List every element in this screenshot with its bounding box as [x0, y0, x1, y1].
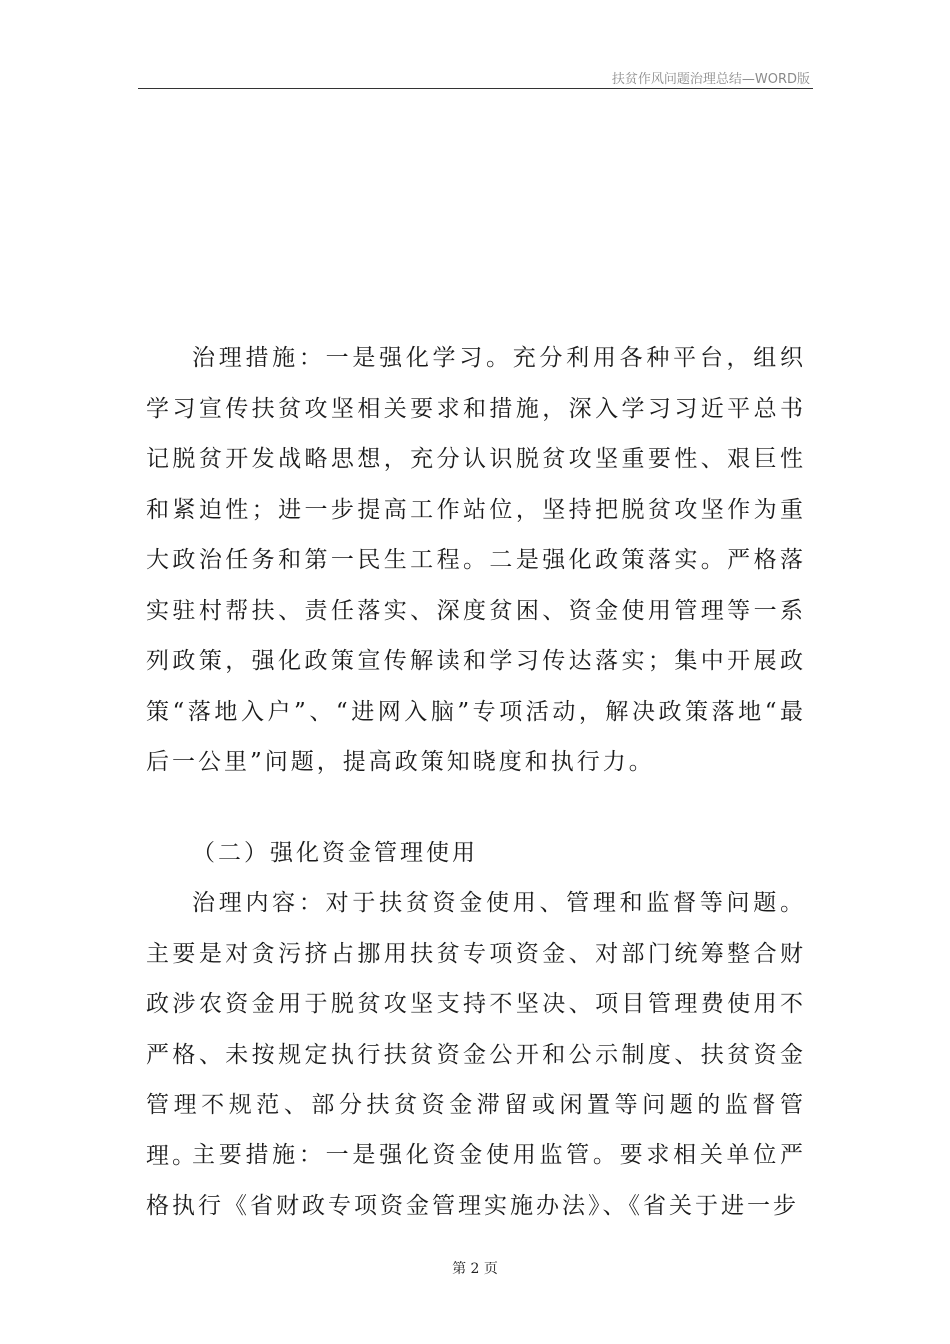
paragraph-main-measures: 主要措施：一是强化资金使用监管。要求相关单位严格执行《省财政专项资金管理实施办法》、《省关于进一步 — [146, 1142, 806, 1219]
section-heading: （二）强化资金管理使用 — [192, 840, 478, 866]
running-header: 扶贫作风问题治理总结—WORD版 — [611, 72, 810, 87]
header-divider — [138, 88, 813, 89]
paragraph-governance-measures: 治理措施：一是强化学习。充分利用各种平台，组织学习宣传扶贫攻坚相关要求和措施，深入学习习近平总书记脱贫开发战略思想，充分认识脱贫攻坚重要性、艰巨性和紧迫性；进一步提高工作站位，坚持把脱贫攻坚作为重大政治任务和第一民生工程。二是强化政策落实。严格落实驻村帮扶、责任落实、深度贫困、资金使用管理等一系列政策，强化政策宣传解读和学习传达落实；集中开展政策“落地入户”、“进网入脑”专项活动，解决政策落地“最后一公里”问题，提高政策知晓度和执行力。 — [146, 345, 806, 775]
paragraph-governance-content: 治理内容：对于扶贫资金使用、管理和监督等问题。主要是对贪污挤占挪用扶贫专项资金、对部门统筹整合财政涉农资金用于脱贫攻坚支持不坚决、项目管理费使用不严格、未按规定执行扶贫资金公开和公示制度、扶贫资金管理不规范、部分扶贫资金滞留或闲置等问题的监督管理。 — [146, 890, 806, 1169]
page-number: 第 2 页 — [452, 1261, 498, 1277]
